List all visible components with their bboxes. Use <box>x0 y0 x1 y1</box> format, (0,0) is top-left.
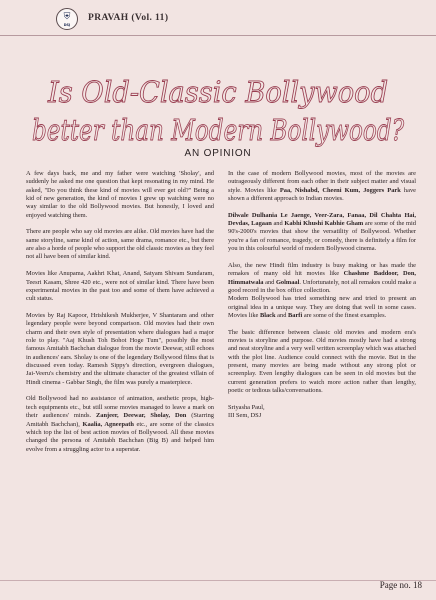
author-name: Sriyasha Paul, <box>228 403 265 411</box>
text-run: and <box>275 311 289 319</box>
author-class: III Sem, DSJ <box>228 412 262 420</box>
emblem-icon: ⛨ <box>63 12 71 22</box>
paragraph <box>228 212 416 254</box>
movie-titles: Black <box>259 311 276 319</box>
author-byline <box>228 404 416 421</box>
paragraph: Movies by Raj Kapoor, Hrishikesh Mukherjee, V Shantaram and other legendary people were beyond comparison. Old movies had their own charm and their own style of presentation where dialogues had a major role to play. "Aaj Khush Toh Bohot Hoge Tum", possibly the most famous Amitabh Bachchan dialogue from the movie Deewar, still echoes in audiences' ears. Sholay is one of the legendary Bollywood films that is discussed even today. Ramesh Sippy's direction, evergreen dialogues, Jai-Veeru's chemistry and the ultimate character of the greatest villain of Hindi cinema - Gabbar Singh, the film was purely a masterpiece. <box>26 311 214 386</box>
movie-titles: Chashme Baddoor, Don, Himmatwala <box>228 270 416 286</box>
article-title <box>0 40 436 158</box>
paragraph <box>228 295 416 320</box>
text-run: Old Bollywood had no assistance of animation, aesthetic props, high-tech equipments etc., but still some movies managed to leave a mark on their audiences' minds. <box>26 395 214 420</box>
movie-titles: Zanjeer, Deewar, Sholay, Don <box>95 412 187 420</box>
text-run: . Unfortunately, not all remakes could make a good record in the box office collection. <box>228 278 416 294</box>
text-run: etc., are some of the classics which top the list of best action movies of Bollywood. All these movies changed the persona of Amitabh Bachchan (Big B) and helped him evolve from a struggling actor to a superstar. <box>26 420 215 453</box>
logo-label: DSJ <box>63 23 71 27</box>
paragraph: A few days back, me and my father were watching 'Sholay', and suddenly he asked me one question that kept resonating in my mind. He asked, "Do you think these kind of movies will ever get old?" Being a kid of new generation, the kind of movies I grew up watching were no way similar to the old Bollywood movies. But honestly, I loved and enjoyed watching them. <box>26 170 214 219</box>
text-run: Also, the new Hindi film industry is busy making or has made the remakes of many old hit movies like <box>228 261 416 278</box>
movie-titles: Kabhi Khushi Kabhie Gham <box>284 220 364 228</box>
paragraph: There are people who say old movies are alike. Old movies have had the same storyline, same kind of action, same drama, romance etc., but there are also a horde of people who support the old classic movies as they feel not all have been of similar kind. <box>26 228 214 261</box>
movie-titles: Golmaal <box>275 278 300 286</box>
magazine-title: PRAVAH (Vol. 11) <box>88 13 169 23</box>
article-title-line-2: better than Modern Bollywood? <box>32 113 405 147</box>
movie-titles: Dilwale Dulhania Le Jaenge, Veer-Zara, Fanaa, Dil Chahta Hai, Devdas, Lagaan <box>228 211 416 228</box>
text-run: and <box>263 278 276 286</box>
right-column <box>228 170 416 421</box>
text-run: (Starring Amitabh Bachchan), <box>26 412 214 428</box>
movie-titles: Paa, Nishabd, Cheeni Kum, Joggers Park <box>279 186 401 194</box>
text-run: and <box>271 220 285 228</box>
article-subtitle: AN OPINION <box>184 148 252 159</box>
page-header <box>0 0 436 36</box>
text-run: are some of the finest examples. <box>302 311 387 319</box>
text-run: Modern Bollywood has tried something new and tried to present an original idea in a unique way. They are doing that well in some cases. Movies like <box>228 295 416 319</box>
text-run: have shown a different approach to Indian movies. <box>228 186 416 203</box>
text-run: In the case of modern Bollywood movies, most of the movies are outrageously different from each other in their subject matter and visual style. Movies like <box>228 170 416 194</box>
movie-titles: Barfi <box>288 311 303 319</box>
text-run: are some of the mid 90's-2000's movies that show the versatility of Bollywood. Whether you're a fan of romance, tragedy, or comedy, there is definitely a film for you in this colourful world of modern Bollywood cinema. <box>228 220 416 253</box>
paragraph <box>26 395 214 453</box>
footer-divider <box>0 580 436 581</box>
left-column <box>26 170 214 462</box>
movie-titles: Kaalia, Agneepath <box>82 420 134 428</box>
header-divider <box>0 35 436 36</box>
page-number: Page no. 18 <box>379 580 422 590</box>
paragraph: The basic difference between classic old movies and modern era's movies is storyline and purpose. Old movies mostly have had a strong and neat storyline and a very well written screenplay which was attached with the plot line. Audience could connect with the movie. But in the present, many movies are being made without any strong plot or screenplay. Even lengthy dialogues can be seen in old movies but the current generation prefers to watch more action rather than lengthy, poetic or tedious talks/conversations. <box>228 328 416 395</box>
article-title-line-1: Is Old-Classic Bollywood <box>47 75 389 109</box>
paragraph: Movies like Anupama, Aakhri Khat, Anand, Satyam Shivam Sundaram, Teesri Kasam, Shree 420 etc., were not of similar kind. There have been experimental movies in the past too and some of them have achieved a cult status. <box>26 270 214 303</box>
paragraph <box>228 262 416 295</box>
paragraph <box>228 170 416 203</box>
dsj-logo <box>56 8 78 30</box>
